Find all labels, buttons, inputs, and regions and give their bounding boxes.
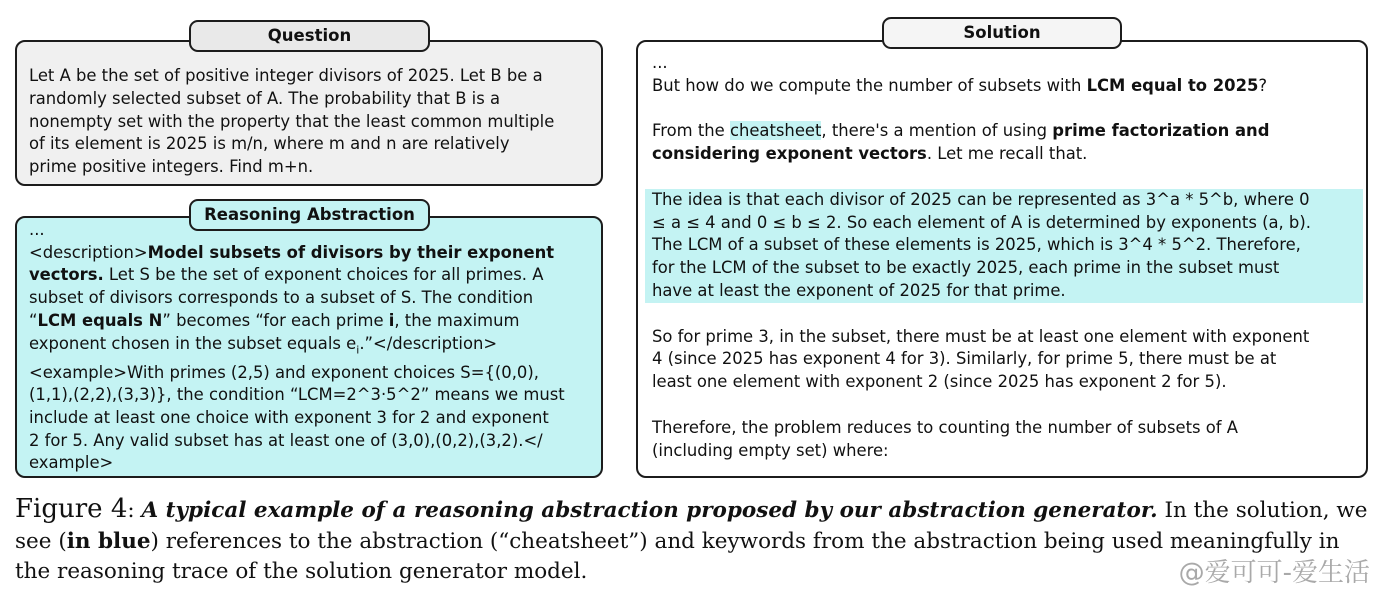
reasoning-text: “ — [29, 310, 38, 330]
question-panel — [15, 40, 603, 186]
solution-paragraph — [652, 417, 1356, 463]
reasoning-bold-text: LCM equals N — [37, 310, 163, 330]
solution-line: The idea is that each divisor of 2025 can be represented as 3^a * 5^b, where 0 — [652, 189, 1310, 209]
reasoning-text: ” becomes “for each prime — [162, 310, 389, 330]
question-text — [29, 65, 554, 179]
reasoning-line: subset of divisors corresponds to a subset of S. The condition — [29, 288, 534, 308]
question-line: randomly selected subset of A. The probability that B is a — [29, 88, 501, 108]
reasoning-line: (1,1),(2,2),(3,3)}, the condition “LCM=2^3·5^2” means we must — [29, 385, 565, 405]
solution-text-span: ? — [1258, 75, 1268, 95]
solution-text-span: , there's a mention of using — [821, 121, 1053, 141]
solution-text — [652, 52, 1356, 485]
question-tag: Question — [189, 20, 430, 52]
reasoning-line: <example>With primes (2,5) and exponent choices S={(0,0), — [29, 362, 539, 382]
caption-text: ) references to the abstraction (“cheatsheet”) and keywords from the abstraction being used meaningfully in the reasoning trace of the solution generator model. — [15, 528, 1340, 584]
figure-caption — [15, 494, 1375, 588]
reasoning-abstraction-text — [29, 219, 565, 475]
solution-text-span: From the — [652, 121, 730, 141]
solution-bold-text: prime factorization and — [1052, 121, 1270, 141]
solution-line: least one element with exponent 2 (since 2025 has exponent 2 for 5). — [652, 372, 1227, 392]
solution-line: 4 (since 2025 has exponent 4 for 3). Similarly, for prime 5, there must be at — [652, 349, 1277, 369]
solution-highlighted-paragraph — [645, 189, 1363, 303]
question-line: nonempty set with the property that the least common multiple — [29, 111, 555, 131]
reasoning-bold-text: i — [388, 310, 395, 330]
figure-label: Figure 4 — [15, 494, 128, 524]
reasoning-text: , the maximum — [394, 310, 520, 330]
solution-line: ≤ a ≤ 4 and 0 ≤ b ≤ 2. So each element of A is determined by exponents (a, b). — [652, 212, 1311, 232]
solution-text-span: But how do we compute the number of subsets with — [652, 75, 1087, 95]
reasoning-text: exponent chosen in the subset equals e — [29, 333, 357, 353]
caption-italic-title: A typical example of a reasoning abstraction proposed by our abstraction generator. — [141, 498, 1158, 523]
solution-line: Therefore, the problem reduces to counting the number of subsets of A — [652, 417, 1238, 437]
solution-line: (including empty set) where: — [652, 440, 889, 460]
reasoning-text: .”</description> — [359, 333, 498, 353]
reasoning-line: include at least one choice with exponent 3 for 2 and exponent — [29, 407, 549, 427]
question-line: prime positive integers. Find m+n. — [29, 157, 314, 177]
reasoning-text: Let S be the set of exponent choices for all primes. A — [103, 265, 544, 285]
watermark: @爱可可-爱生活 — [1178, 558, 1370, 588]
caption-bold-text: in blue — [66, 528, 151, 554]
solution-paragraph — [652, 52, 1356, 98]
caption-colon: : — [127, 498, 142, 523]
reasoning-bold-text: vectors. — [29, 265, 104, 285]
solution-line: So for prime 3, in the subset, there must be at least one element with exponent — [652, 326, 1310, 346]
solution-paragraph — [652, 326, 1356, 394]
solution-panel — [636, 40, 1368, 478]
solution-tag: Solution — [882, 17, 1122, 49]
caption-text: In the solution, we see ( — [15, 498, 1368, 554]
solution-paragraph — [652, 120, 1356, 166]
reasoning-abstraction-panel — [15, 216, 603, 478]
reasoning-line: 2 for 5. Any valid subset has at least one of (3,0),(0,2),(3,2).</ — [29, 430, 543, 450]
solution-line: ... — [652, 53, 668, 72]
cheatsheet-highlight: cheatsheet — [729, 121, 822, 141]
solution-bold-text: LCM equal to 2025 — [1086, 75, 1259, 95]
solution-line: for the LCM of the subset to be exactly 2025, each prime in the subset must — [652, 258, 1280, 278]
solution-line: The LCM of a subset of these elements is 2025, which is 3^4 * 5^2. Therefore, — [652, 235, 1301, 255]
reasoning-bold-text: Model subsets of divisors by their exponent — [147, 242, 555, 262]
solution-bold-text: considering exponent vectors — [652, 144, 927, 164]
reasoning-line: example> — [29, 453, 114, 473]
reasoning-text: <description> — [29, 242, 148, 262]
solution-text-span: . Let me recall that. — [926, 144, 1088, 164]
question-line: of its element is 2025 is m/n, where m and n are relatively — [29, 134, 510, 154]
question-line: Let A be the set of positive integer divisors of 2025. Let B be a — [29, 66, 543, 85]
reasoning-line: ... — [29, 220, 45, 239]
reasoning-abstraction-tag: Reasoning Abstraction — [189, 199, 430, 231]
subscript-i: i — [356, 342, 360, 356]
solution-line: have at least the exponent of 2025 for that prime. — [652, 280, 1066, 300]
